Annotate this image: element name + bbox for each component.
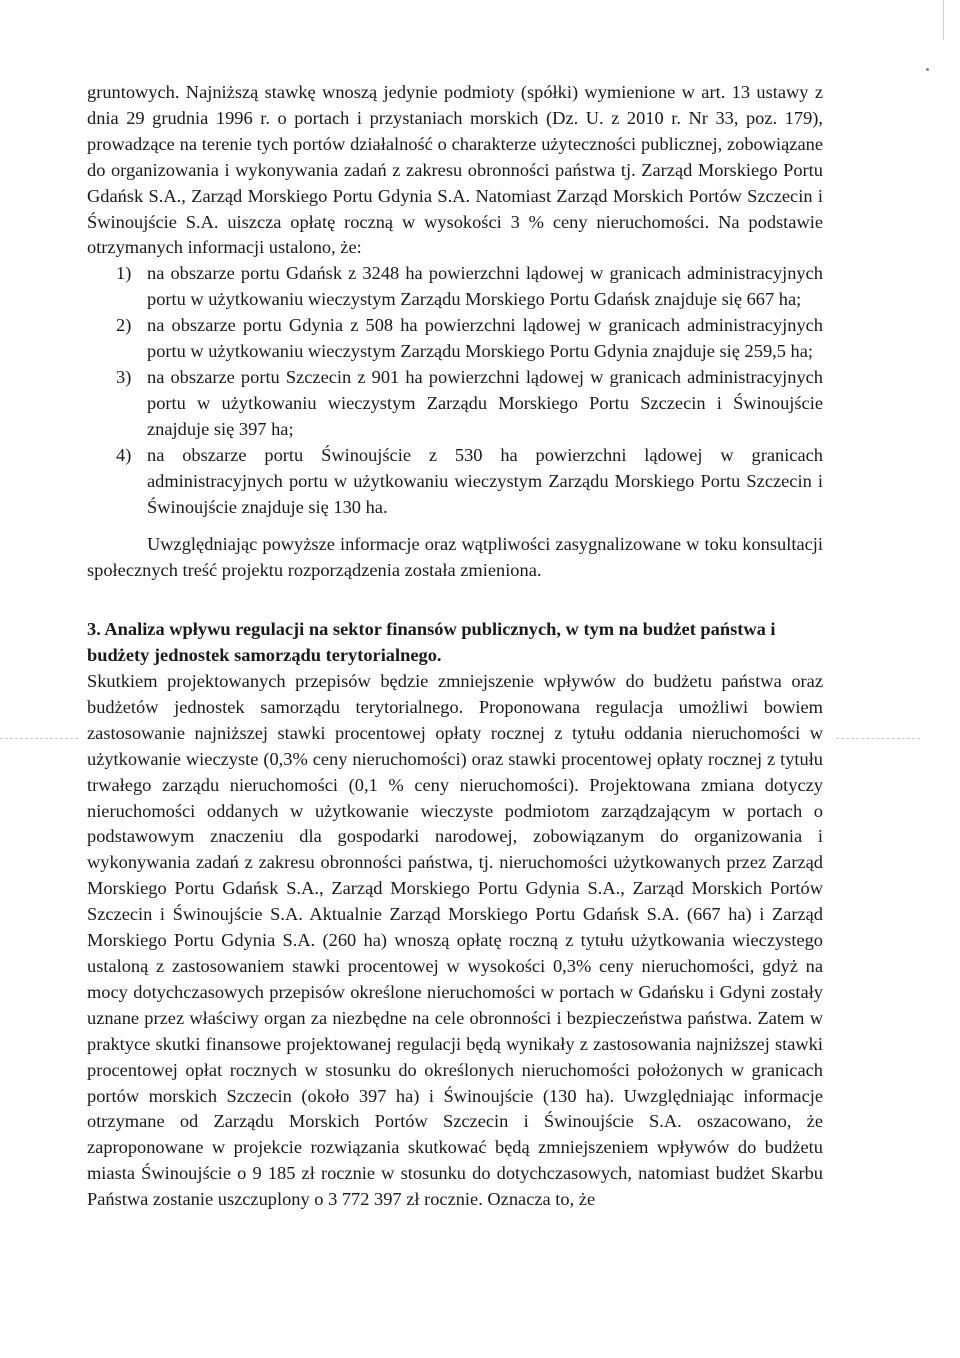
list-item-text: na obszarze portu Szczecin z 901 ha powierzchni lądowej w granicach administracyjnych portu w użytkowaniu wieczystym Zarządu Morskiego Portu Szczecin i Świnoujście znajduje się 397 ha; [147, 366, 823, 439]
section-heading: 3. Analiza wpływu regulacji na sektor finansów publicznych, w tym na budżet państwa i budżety jednostek samorządu terytorialnego. [87, 619, 776, 666]
port-area-list [87, 261, 823, 520]
scan-edge-mark [943, 0, 944, 40]
scan-dash-right [836, 738, 920, 740]
list-item-text: na obszarze portu Gdynia z 508 ha powierzchni lądowej w granicach administracyjnych portu w użytkowaniu wieczystym Zarządu Morskiego Portu Gdynia znajduje się 259,5 ha; [147, 315, 823, 362]
list-item [87, 313, 823, 365]
list-item-number: 3) [116, 366, 132, 387]
scan-dot [926, 68, 929, 71]
list-item [87, 443, 823, 521]
section-body: Skutkiem projektowanych przepisów będzie zmniejszenie wpływów do budżetu państwa oraz budżetów jednostek samorządu terytorialnego. Proponowana regulacja umożliwi bowiem zastosowanie najniższej stawki procentowej opłaty rocznej z tytułu oddania nieruchomości w użytkowanie wieczyste (0,3% ceny nieruchomości) oraz stawki procentowej opłaty rocznej z tytułu trwałego zarządu nieruchomości (0,1 % ceny nieruchomości). Projektowana zmiana dotyczy nieruchomości oddanych w użytkowanie wieczyste podmiotom zarządzającym w portach o podstawowym znaczeniu dla gospodarki narodowej, zobowiązanym do organizowania i wykonywania zadań z zakresu obronności państwa, tj. nieruchomości użytkowanych przez Zarząd Morskiego Portu Gdańsk S.A., Zarząd Morskiego Portu Gdynia S.A., Zarząd Morskich Portów Szczecin i Świnoujście S.A. Aktualnie Zarząd Morskiego Portu Gdańsk S.A. (667 ha) i Zarząd Morskiego Portu Gdynia S.A. (260 ha) wnoszą opłatę roczną z tytułu użytkowania wieczystego ustaloną z zastosowaniem stawki procentowej w wysokości 0,3% ceny nieruchomości, gdyż na mocy dotychczasowych przepisów określone nieruchomości w portach w Gdańsku i Gdyni zostały uznane przez właściwy organ za niezbędne na cele obronności i bezpieczeństwa państwa. Zatem w praktyce skutki finansowe projektowanej regulacji będą wynikały z zastosowania najniższej stawki procentowej opłat rocznych w stosunku do określonych nieruchomości położonych w granicach portów morskich Szczecin (około 397 ha) i Świnoujście (130 ha). Uwzględniając informacje otrzymane od Zarządu Morskich Portów Szczecin i Świnoujście S.A. oszacowano, że zaproponowane w projekcie rozwiązania skutkować będą zmniejszeniem wpływów do budżetu miasta Świnoujście o 9 185 zł rocznie w stosunku do dotychczasowych, natomiast budżet Skarbu Państwa zostanie uszczuplony o 3 772 397 zł rocznie. Oznacza to, że [87, 671, 823, 1210]
scan-dash-left [0, 738, 78, 740]
list-item [87, 261, 823, 313]
list-item-number: 2) [116, 315, 132, 336]
list-item [87, 365, 823, 443]
document-page [87, 80, 823, 1213]
summary-paragraph: Uwzględniając powyższe informacje oraz wątpliwości zasygnalizowane w toku konsultacji społecznych treść projektu rozporządzenia została zmieniona. [87, 534, 823, 581]
intro-paragraph: gruntowych. Najniższą stawkę wnoszą jedynie podmioty (spółki) wymienione w art. 13 ustawy z dnia 29 grudnia 1996 r. o portach i przystaniach morskich (Dz. U. z 2010 r. Nr 33, poz. 179), prowadzące na terenie tych portów działalność o charakterze użyteczności publicznej, zobowiązane do organizowania i wykonywania zadań z zakresu obronności państwa tj. Zarząd Morskiego Portu Gdańsk S.A., Zarząd Morskiego Portu Gdynia S.A. Natomiast Zarząd Morskich Portów Szczecin i Świnoujście S.A. uiszcza opłatę roczną w wysokości 3 % ceny nieruchomości. Na podstawie otrzymanych informacji ustalono, że: [87, 82, 823, 258]
list-item-number: 1) [116, 263, 132, 284]
list-item-number: 4) [116, 444, 132, 465]
list-item-text: na obszarze portu Świnoujście z 530 ha powierzchni lądowej w granicach administracyjnych portu w użytkowaniu wieczystym Zarządu Morskiego Portu Szczecin i Świnoujście znajduje się 130 ha. [147, 444, 823, 517]
list-item-text: na obszarze portu Gdańsk z 3248 ha powierzchni lądowej w granicach administracyjnych portu w użytkowaniu wieczystym Zarządu Morskiego Portu Gdańsk znajduje się 667 ha; [147, 263, 823, 310]
